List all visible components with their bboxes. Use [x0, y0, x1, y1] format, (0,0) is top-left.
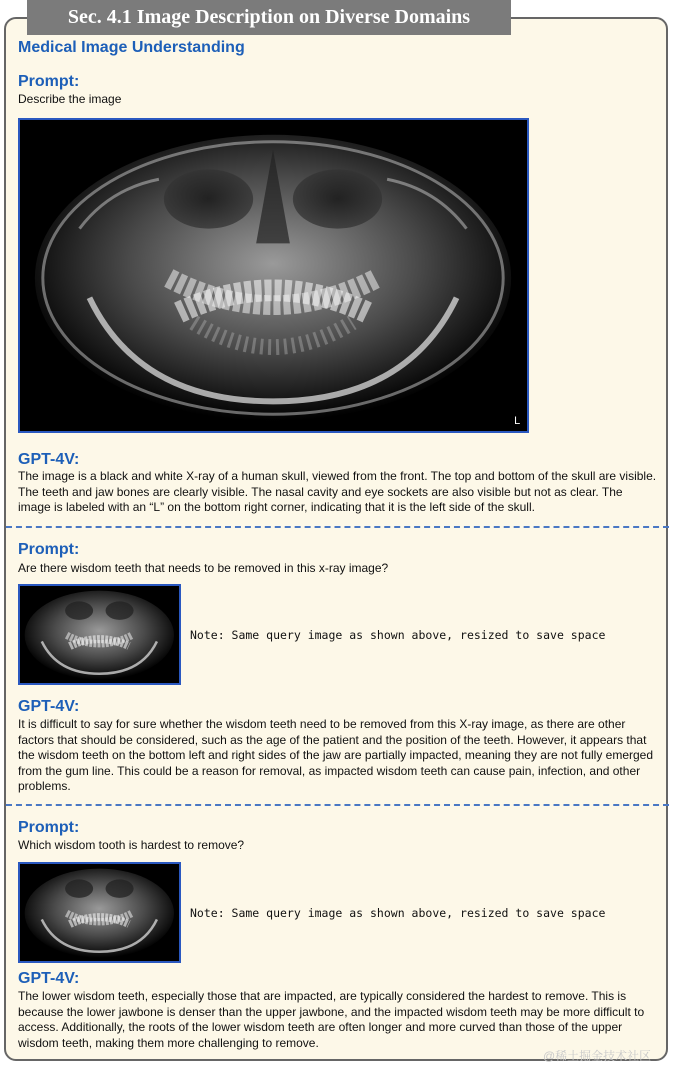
xray-image-thumbnail [18, 862, 181, 963]
response-text: It is difficult to say for sure whether the wisdom teeth need to be removed from this X-ray image, as there are other factors that should be considered, such as the age of the patient and the position of the teeth. However, it appears that the wisdom teeth on the bottom left and right sides of the jaw are partially impacted, meaning they are not fully emerged from the gum line. This could be a reason for removal, as impacted wisdom teeth can cause pain, infection, and other problems. [18, 717, 654, 793]
watermark: @稀土掘金技术社区 [543, 1049, 652, 1063]
resize-note: Note: Same query image as shown above, resized to save space [190, 628, 606, 642]
xray-image-thumbnail [18, 584, 181, 685]
prompt-label: Prompt: [18, 541, 80, 558]
prompt-label: Prompt: [18, 819, 80, 836]
dashed-divider [6, 526, 669, 528]
section-banner: Sec. 4.1 Image Description on Diverse Domains [27, 0, 511, 35]
xray-l-marker: L [514, 415, 521, 428]
dashed-divider [6, 804, 669, 806]
resize-note: Note: Same query image as shown above, resized to save space [190, 906, 606, 920]
prompt-text: Which wisdom tooth is hardest to remove? [18, 838, 245, 852]
response-label: GPT-4V: [18, 698, 80, 715]
response-label: GPT-4V: [18, 451, 80, 468]
response-text: The lower wisdom teeth, especially those that are impacted, are typically considered the hardest to remove. This is because the lower jawbone is denser than the upper jawbone, and the impacted wisdom teeth may be more difficult to access. Additionally, the roots of the lower wisdom teeth are often longer and more curved than those of the upper wisdom teeth, making them more challenging to remove. [18, 989, 645, 1050]
prompt-text: Are there wisdom teeth that needs to be removed in this x-ray image? [18, 561, 389, 575]
response-text: The image is a black and white X-ray of a human skull, viewed from the front. The top and bottom of the skull are visible. The teeth and jaw bones are clearly visible. The nasal cavity and eye sockets are also visible but not as clear. The image is labeled with an “L” on the bottom right corner, indicating that it is the left side of the skull. [18, 469, 657, 514]
prompt-label: Prompt: [18, 73, 80, 90]
response-label: GPT-4V: [18, 970, 80, 987]
xray-image-large [18, 118, 529, 433]
section-title: Medical Image Understanding [18, 39, 245, 56]
prompt-text: Describe the image [18, 92, 122, 106]
